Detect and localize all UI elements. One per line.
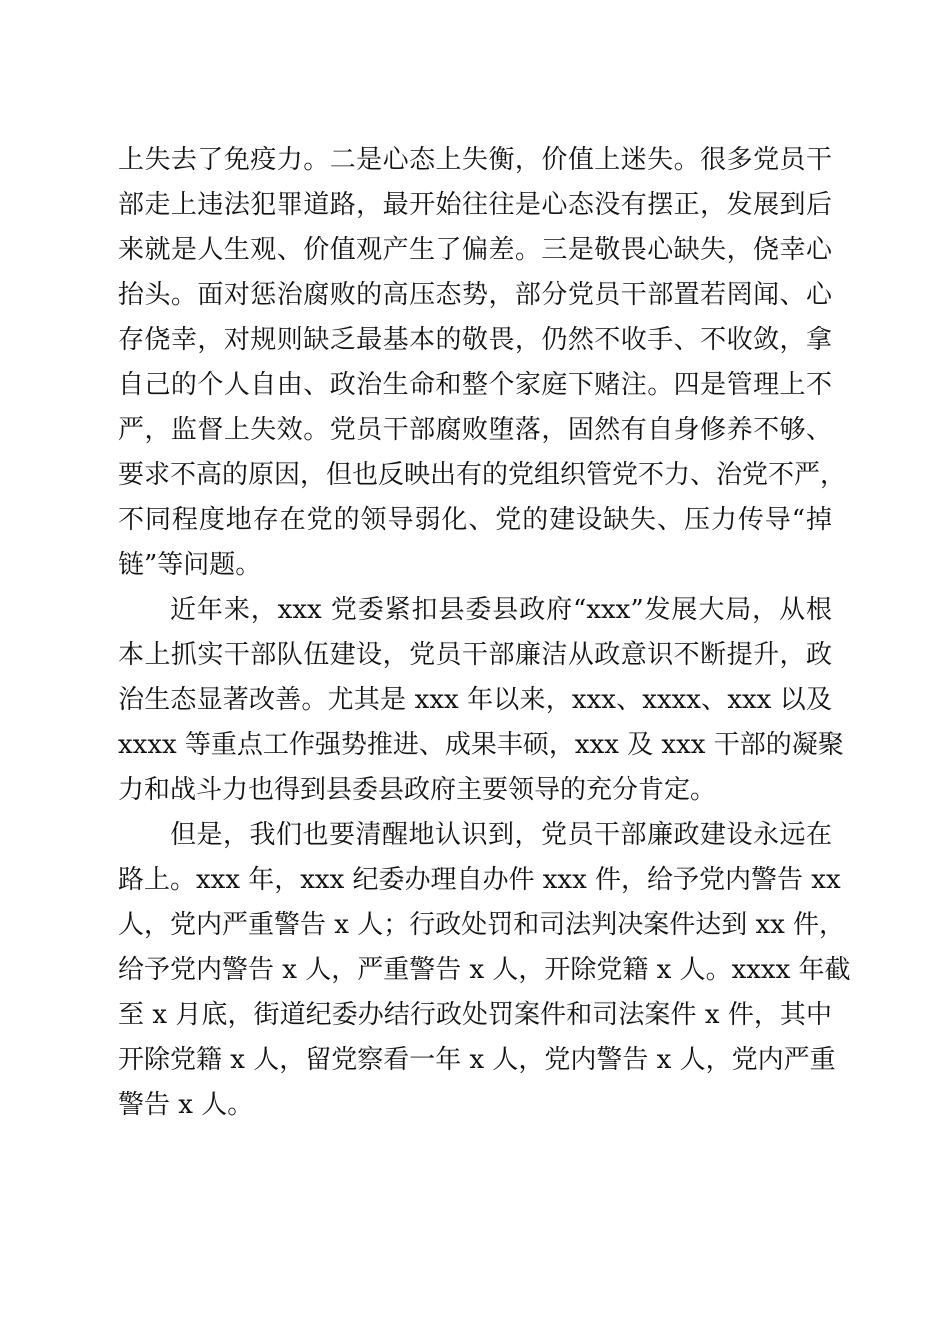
text-line: 近年来，xxx 党委紧扣县委县政府“xxx”发展大局，从根: [170, 595, 832, 625]
text-line: 严，监督上失效。党员干部腐败堕落，固然有自身修养不够、: [118, 415, 832, 445]
text-line: 但是，我们也要清醒地认识到，党员干部廉政建设永远在: [170, 820, 832, 850]
paragraph-recent-years: [118, 588, 844, 813]
paragraph-cases: [118, 813, 851, 1128]
paragraph-causes: [118, 138, 847, 588]
text-line: 治生态显著改善。尤其是 xxx 年以来，xxx、xxxx、xxx 以及: [118, 685, 832, 715]
text-line: 来就是人生观、价值观产生了偏差。三是敬畏心缺失，侥幸心: [118, 235, 832, 265]
text-line: 警告 x 人。: [118, 1090, 254, 1120]
text-line: 开除党籍 x 人，留党察看一年 x 人，党内警告 x 人，党内严重: [118, 1045, 836, 1075]
text-line: 自己的个人自由、政治生命和整个家庭下赌注。四是管理上不: [118, 370, 832, 400]
text-line: 不同程度地存在党的领导弱化、党的建设缺失、压力传导“掉: [118, 505, 832, 535]
text-line: 上失去了免疫力。二是心态上失衡，价值上迷失。很多党员干: [118, 145, 832, 175]
text-line: xxxx 等重点工作强势推进、成果丰硕，xxx 及 xxx 干部的凝聚: [118, 730, 844, 760]
text-line: 给予党内警告 x 人，严重警告 x 人，开除党籍 x 人。xxxx 年截: [118, 955, 851, 985]
text-line: 人，党内严重警告 x 人；行政处罚和司法判决案件达到 xx 件，: [118, 910, 846, 940]
body-text: [118, 138, 851, 1128]
text-line: 本上抓实干部队伍建设，党员干部廉洁从政意识不断提升，政: [118, 640, 832, 670]
text-line: 至 x 月底，街道纪委办结行政处罚案件和司法案件 x 件，其中: [118, 1000, 832, 1030]
text-line: 路上。xxx 年，xxx 纪委办理自办件 xxx 件，给予党内警告 xx: [118, 865, 841, 895]
text-line: 要求不高的原因，但也反映出有的党组织管党不力、治党不严，: [118, 460, 847, 490]
text-line: 存侥幸，对规则缺乏最基本的敬畏，仍然不收手、不收敛，拿: [118, 325, 832, 355]
text-line: 力和战斗力也得到县委县政府主要领导的充分肯定。: [118, 775, 717, 805]
text-line: 链”等问题。: [118, 550, 262, 580]
text-line: 抬头。面对惩治腐败的高压态势，部分党员干部置若罔闻、心: [118, 280, 832, 310]
text-line: 部走上违法犯罪道路，最开始往往是心态没有摆正，发展到后: [118, 190, 832, 220]
